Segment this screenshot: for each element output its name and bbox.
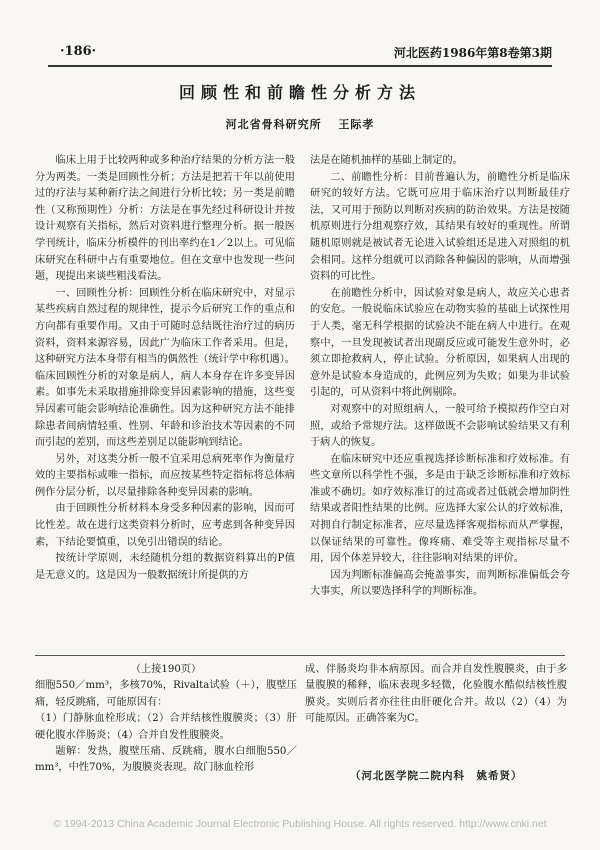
paragraph: 对观察中的对照组病人，一般可给予模拟药作空白对照，或给予常规疗法。这样做既不会影响试验结果又有利于病人的恢复。 xyxy=(310,403,570,449)
article-title: 回顾性和前瞻性分析方法 xyxy=(178,83,421,102)
paragraph: 细胞550／mm³，多核70%，Rivalta试验（＋），腹壁压痛，轻反跳痛，可能原因有： xyxy=(35,680,297,708)
continuation-left-column xyxy=(35,662,297,774)
continuation-right-column xyxy=(305,662,567,774)
header-rule xyxy=(48,65,552,67)
paragraph: 由于回顾性分析材料本身受多种因素的影响，因而可比性差。故在进行这类资料分析时，应考虑到各种变异因素，下结论要慎重，以免引出错误的结论。 xyxy=(35,503,295,548)
paragraph: 在前瞻性分析中，因试验对象是病人，故应关心患者的安危。一般说临床试验应在动物实验的基础上试探性用于人类，毫无科学根据的试验决不能在病人中进行。在观察中，一旦发现被试者出现副反应或可能发生意外时，必须立即抢救病人，停止试验。分析原因，如果病人出现的意外是试验本身造成的，此例应列为失败；如果为非试验引起的，可从资料中将此例剔除。 xyxy=(310,287,570,399)
section-divider xyxy=(35,655,565,656)
paragraph: 在临床研究中还应重视选择诊断标准和疗效标准。有些文章所以科学性不强，多是由于缺乏诊断标准和疗效标准或不确切。如疗效标准订的过高或者过低就会增加阴性结果或者阳性结果的比例。应选择大家公认的疗效标准，对拥自行制定标准者，应尽量选择客观指标而从严掌握，以保证结果的可靠性。像疼痛、难受等主观指标尽量不用，因个体差异较大，往往影响对结果的评价。 xyxy=(310,453,570,565)
byline xyxy=(0,116,600,132)
copyright-footer: © 1994-2013 China Academic Journal Electronic Publishing House. All rights reserved. http://www.cnki.net xyxy=(53,818,547,830)
paragraph: 按统计学原则，未经随机分组的数据资料算出的P值是无意义的。这是因为一般数据统计所提供的方 xyxy=(35,553,295,581)
paragraph: 另外，对这类分析一般不宜采用总病死率作为衡量疗效的主要指标或唯一指标，而应按某些特定指标将总体病例作分层分析，以尽量排除各种变异因素的影响。 xyxy=(35,453,295,498)
paragraph: 成、伴肠炎均非本病原因。而合并自发性腹膜炎，由于多量腹膜的稀释，临床表现多轻微，化验腹水酷似结核性腹膜炎。实则后者亦往往由肝硬化合并。故以（2）（4）为可能原因。正确答案为C。 xyxy=(305,664,567,725)
author-name: 王际孝 xyxy=(338,118,375,131)
paragraph: 题解：发热，腹壁压痛、反跳痛，腹水白细胞550／mm³，中性70%，为腹膜炎表现。故门脉血栓形 xyxy=(35,746,297,774)
left-column xyxy=(35,153,295,645)
paragraph: 临床上用于比较两种或多种治疗结果的分析方法一般分为两类。一类是回顾性分析；方法是把若干年以前使用过的疗法与某种新疗法之间进行分析比较；另一类是前瞻性（又称预期性）分析：方法是在事先经过科研设计并按设计观察有关指标，然后对资料进行整理分析。据一般医学刊统计，临床分析模件的刊出率约在1／2以上。可见临床研究在科研中占有重要地位。但在文章中也发现一些问题，现提出来谈些粗浅看法。 xyxy=(35,155,295,283)
continuation-signature: （河北医学院二院内科 姚希贤） xyxy=(350,770,523,782)
paragraph: 法是在随机抽样的基础上制定的。 xyxy=(310,155,463,166)
paragraph: 二、前瞻性分析：目前普遍认为，前瞻性分析是临床研究的较好方法。它既可应用于临床治疗以判断最佳疗法，又可用于预防以判断对疾病的防治效果。方法是按随机原则进行分组观察疗效，其结果有较好的重现性。所谓随机原则就是被试者无论进入试验组还是进入对照组的机会相同。这样分组就可以消除各种偏因的影响，从而增强资料的可比性。 xyxy=(310,171,570,283)
paragraph: 一、回顾性分析：回顾性分析在临床研究中，对显示某些疾病自然过程的规律性，提示今后研究工作的重点和方向都有重要作用。又由于可随时总结既往治疗过的病历资料，资料来源容易，因此广为临床工作者采用。但是，这种研究方法本身带有相当的偶然性（统计学中称机遇）。临床回顾性分析的对象是病人，病人本身存在许多变异因素。如事先未采取措施排除变异因素影响的措施，这些变异因素可能会影响结论准确性。因为这种研究方法不能排除患者间病情轻重、性别、年龄和诊治技术等因素的不同而引起的差别，而这些差别足以能影响到结论。 xyxy=(35,287,295,449)
page-number: ·186· xyxy=(60,44,97,59)
page-header xyxy=(48,44,552,64)
paragraph: （1）门静脉血栓形成；（2）合并结核性腹膜炎；（3）肝硬化腹水伴肠炎；（4）合并自发性腹膜炎。 xyxy=(35,713,297,741)
journal-info: 河北医药1986年第8卷第3期 xyxy=(393,46,552,60)
right-column xyxy=(310,153,570,645)
author-affiliation: 河北省骨科研究所 xyxy=(225,118,322,131)
continuation-note: （上接190页） xyxy=(130,664,202,675)
paragraph: 因为判断标准偏高会掩盖事实，而判断标准偏低会夸大事实，所以要选择科学的判断标准。 xyxy=(310,569,570,598)
